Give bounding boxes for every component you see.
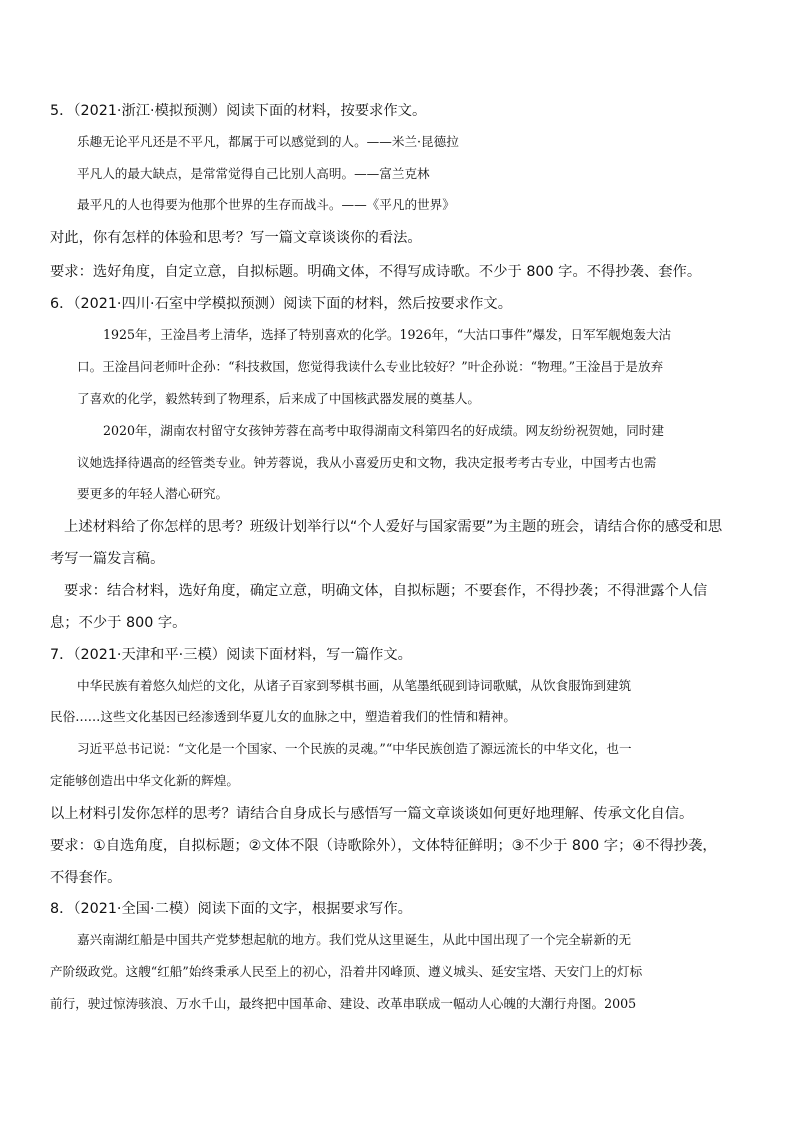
- question-5-quote-1: 乐趣无论平凡还是不平凡，都属于可以感觉到的人。——米兰·昆德拉: [77, 134, 459, 149]
- question-7-material-line-3: 习近平总书记说：“文化是一个国家、一个民族的灵魂。”“中华民族创造了源远流长的中华文化，也一: [77, 741, 632, 756]
- question-6-material-line-1: 1925年，王淦昌考上清华，选择了特别喜欢的化学。1926年，“大沽口事件”爆发，日军军舰炮轰大沽: [103, 327, 672, 342]
- question-6-requirement-line-1: 要求：结合材料，选好角度，确定立意，明确文体，自拟标题；不要套作，不得抄袭；不得泄露个人信: [64, 583, 708, 599]
- question-6-material-line-6: 要更多的年轻人潜心研究。: [77, 486, 229, 501]
- question-7-material-line-1: 中华民族有着悠久灿烂的文化，从诸子百家到琴棋书画，从笔墨纸砚到诗词歌赋，从饮食服饰到建筑: [77, 678, 632, 693]
- question-6-material-line-5: 议她选择待遇高的经管类专业。钟芳蓉说，我从小喜爱历史和文物，我决定报考考古专业，中国考古也需: [77, 455, 657, 470]
- question-6-material-line-2: 口。王淦昌问老师叶企孙：“科技救国，您觉得我读什么专业比较好？”叶企孙说：“物理。”王淦昌于是放弃: [77, 359, 664, 374]
- question-6-material-line-3: 了喜欢的化学，毅然转到了物理系，后来成了中国核武器发展的奠基人。: [77, 391, 480, 406]
- question-5-quote-2: 平凡人的最大缺点，是常常觉得自己比别人高明。——富兰克林: [77, 166, 430, 181]
- question-7-material-line-2: 民俗……这些文化基因已经渗透到华夏儿女的血脉之中，塑造着我们的性情和精神。: [50, 709, 516, 724]
- question-8-material-line-2: 产阶级政党。这艘“红船”始终秉承人民至上的初心，沿着井冈峰顶、遵义城头、延安宝塔、天安门上的灯标: [50, 964, 643, 979]
- question-6-prompt-line-2: 考写一篇发言稿。: [50, 551, 165, 567]
- question-6-material-line-4: 2020年，湖南农村留守女孩钟芳蓉在高考中取得湖南文科第四名的好成绩。网友纷纷祝贺她，同时建: [103, 423, 664, 438]
- question-7-material-line-4: 定能够创造出中华文化新的辉煌。: [50, 773, 239, 788]
- question-7-requirement-line-2: 不得套作。: [50, 870, 122, 886]
- question-7-requirement-line-1: 要求：①自选角度，自拟标题；②文体不限（诗歌除外），文体特征鲜明；③不少于 800 字；④不得抄袭，: [50, 838, 717, 854]
- question-5-prompt: 对此，你有怎样的体验和思考？写一篇文章谈谈你的看法。: [50, 230, 422, 246]
- question-5-requirement: 要求：选好角度，自定立意，自拟标题。明确文体，不得写成诗歌。不少于 800 字。不得抄袭、套作。: [50, 264, 702, 280]
- question-6-prompt-line-1: 上述材料给了你怎样的思考？班级计划举行以“个人爱好与国家需要”为主题的班会，请结合你的感受和思: [64, 519, 723, 535]
- question-6-header: 6．（2021·四川·石室中学模拟预测）阅读下面的材料，然后按要求作文。: [50, 296, 513, 312]
- question-5-quote-3: 最平凡的人也得要为他那个世界的生存而战斗。——《平凡的世界》: [77, 197, 455, 212]
- question-8-material-line-3: 前行，驶过惊涛骇浪、万水千山，最终把中国革命、建设、改革串联成一幅动人心魄的大潮行舟图。2005: [50, 996, 637, 1011]
- question-6-requirement-line-2: 息；不少于 800 字。: [50, 615, 187, 631]
- question-8-header: 8．（2021·全国·二模）阅读下面的文字，根据要求写作。: [50, 901, 412, 917]
- question-5-header: 5．（2021·浙江·模拟预测）阅读下面的材料，按要求作文。: [50, 103, 427, 119]
- question-8-material-line-1: 嘉兴南湖红船是中国共产党梦想起航的地方。我们党从这里诞生，从此中国出现了一个完全崭新的无: [77, 932, 632, 947]
- question-7-header: 7．（2021·天津和平·三模）阅读下面材料，写一篇作文。: [50, 647, 412, 663]
- question-7-prompt: 以上材料引发你怎样的思考？请结合自身成长与感悟写一篇文章谈谈如何更好地理解、传承文化自信。: [50, 806, 694, 822]
